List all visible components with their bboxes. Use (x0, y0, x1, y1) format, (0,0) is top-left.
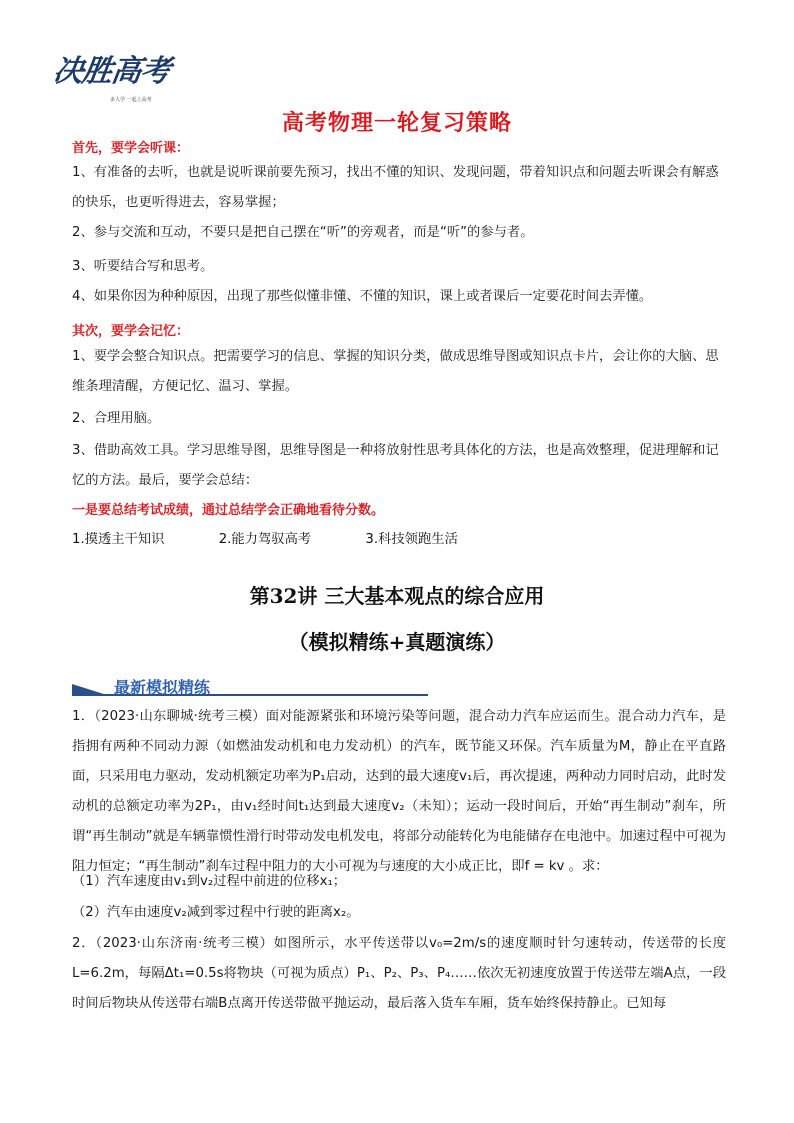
paragraph-item: 4、如果你因为种种原因，出现了那些似懂非懂、不懂的知识，课上或者课后一定要花时间去弄懂。 (72, 289, 653, 304)
logo-text: 决胜高考 (51, 54, 172, 89)
section-heading-memory: 其次，要学会记忆： (72, 324, 190, 339)
question-2: 2．（2023·山东济南·统考三模）如图所示，水平传送带以v₀=2m/s的速度顺时针匀速转动，传送带的长度L=6.2m，每隔Δt₁=0.5s将物块（可视为质点）P₁、P₂、P₃、P₄……依次无初速度放置于传送带左端A点，一段时间后物块从传送带右端B点离开传送带做平抛运动，最后落入货车车厢，货车始终保持静止。已知每 (72, 936, 726, 1011)
section-bar (72, 675, 428, 699)
paragraph-item: 2、参与交流和互动，不要只是把自己摆在“听”的旁观者，而是“听”的参与者。 (72, 225, 534, 240)
question-1: 1．（2023·山东聊城·统考三模）面对能源紧张和环境污染等问题，混合动力汽车应运而生。混合动力汽车，是指拥有两种不同动力源（如燃油发动机和电力发动机）的汽车，既节能又环保。汽车质量为M，静止在平直路面，只采用电力驱动，发动机额定功率为P₁启动，达到的最大速度v₁后，再次提速，两种动力同时启动，此时发动机的总额定功率为2P₁，由v₁经时间t₁达到最大速度v₂（未知）；运动一段时间后，开始“再生制动”刹车，所谓“再生制动”就是车辆靠惯性滑行时带动发电机发电，将部分动能转化为电能储存在电池中。加速过程中可视为阻力恒定；“再生制动”刹车过程中阻力的大小可视为与速度的大小成正比，即f = kv 。求： (72, 709, 726, 874)
summary-list (72, 528, 508, 547)
question-1-part-1: （1）汽车速度由v₁到v₂过程中前进的位移x₁； (72, 874, 347, 889)
section-bar-title: 最新模拟精练 (114, 678, 211, 697)
section-heading-listening: 首先，要学会听课： (72, 141, 190, 156)
summary-red-line: 一是要总结考试成绩，通过总结学会正确地看待分数。 (72, 503, 385, 518)
page-title: 高考物理一轮复习策略 (281, 111, 512, 136)
paragraph-item: 3、借助高效工具。学习思维导图，思维导图是一种将放射性思考具体化的方法，也是高效整理，促进理解和记忆的方法。最后，要学会总结： (72, 443, 719, 488)
paragraph-item: 3、听要结合写和思考。 (72, 259, 214, 274)
summary-list-item: 1.摸透主干知识 (72, 532, 165, 547)
lesson-subtitle: （模拟精练+真题演练） (288, 630, 506, 654)
summary-list-item: 2.能力驾驭高考 (218, 532, 312, 547)
summary-list-item: 3.科技领跑生活 (365, 532, 458, 547)
question-1-part-2: （2）汽车由速度v₂减到零过程中行驶的距离x₂。 (72, 905, 360, 920)
lesson-title: 第32讲 三大基本观点的综合应用 (249, 584, 545, 608)
paragraph-item: 1、有准备的去听，也就是说听课前要先预习，找出不懂的知识、发现问题，带着知识点和问题去听课会有解惑的快乐，也更听得进去，容易掌握； (72, 165, 719, 210)
logo-tagline: 多人学 一起上高考 (110, 97, 152, 103)
paragraph-item: 1、要学会整合知识点。把需要学习的信息、掌握的知识分类，做成思维导图或知识点卡片，会让你的大脑、思维条理清醒，方便记忆、温习、掌握。 (72, 349, 719, 394)
paragraph-item: 2、合理用脑。 (72, 411, 161, 426)
